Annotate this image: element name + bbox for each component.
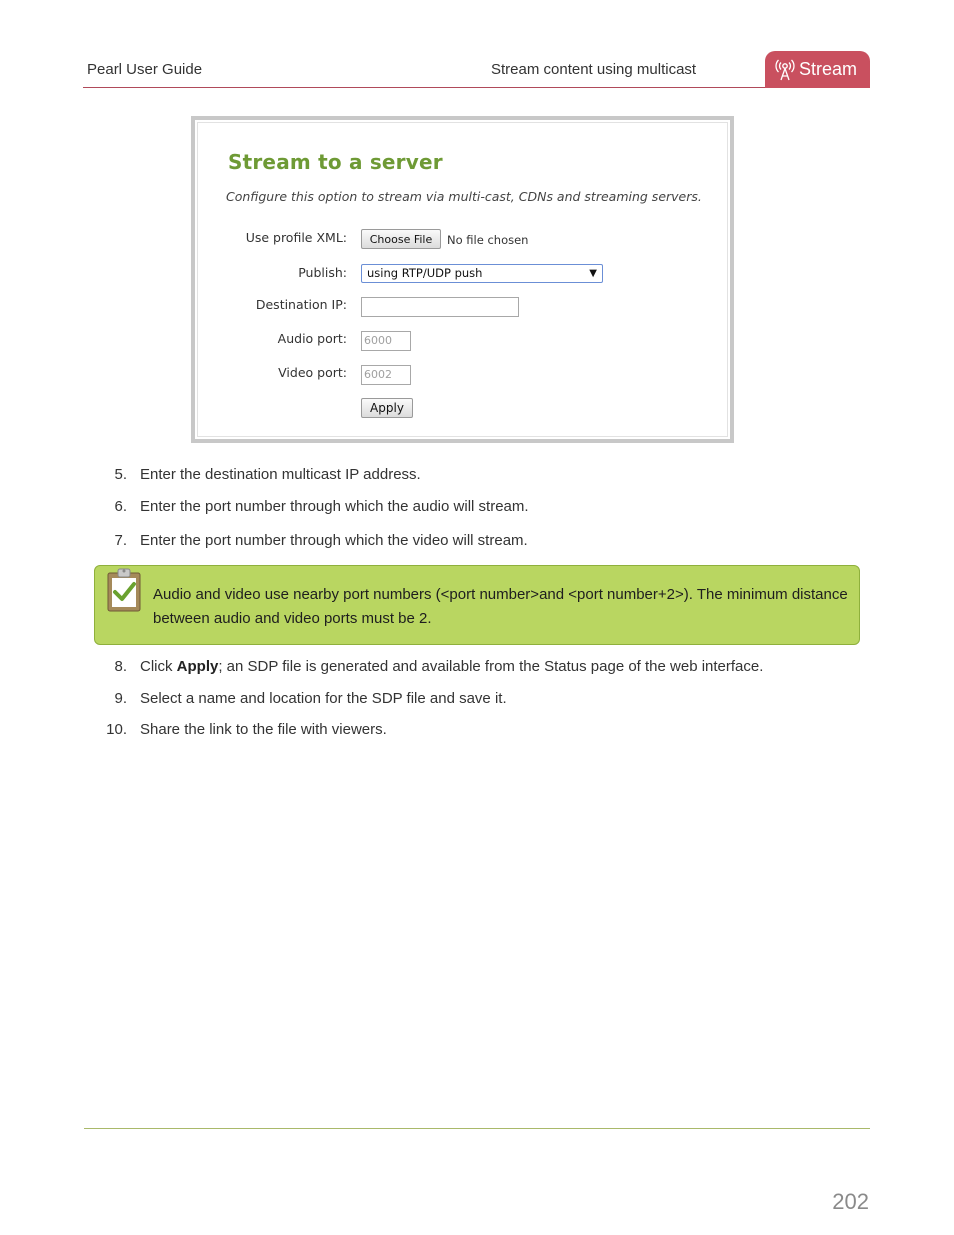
step-number: 5.	[114, 466, 127, 483]
publish-label: Publish:	[298, 265, 347, 280]
dropdown-arrow-icon: ▼	[589, 268, 597, 279]
publish-selected-value: using RTP/UDP push	[367, 266, 483, 280]
destination-ip-input[interactable]	[361, 297, 519, 317]
choose-file-button[interactable]: Choose File	[361, 229, 441, 249]
list-item	[106, 721, 387, 738]
stream-to-server-screenshot	[191, 116, 734, 443]
apply-button[interactable]: Apply	[361, 398, 413, 418]
audio-port-label: Audio port:	[277, 331, 347, 346]
list-item	[114, 466, 421, 483]
list-item	[114, 532, 528, 549]
video-port-label: Video port:	[278, 365, 347, 380]
tip-note	[94, 565, 860, 645]
screenshot-title: Stream to a server	[228, 150, 443, 174]
step-text: Select a name and location for the SDP file and save it.	[140, 690, 507, 707]
step-number: 10.	[106, 721, 127, 738]
profile-xml-label: Use profile XML:	[245, 230, 347, 245]
step-number: 6.	[114, 498, 127, 515]
list-item	[114, 690, 507, 707]
audio-port-input[interactable]: 6000	[361, 331, 411, 351]
stream-tab-label: Stream	[799, 59, 858, 79]
footer-divider	[84, 1128, 870, 1129]
step-text: ; an SDP file is generated and available from the Status page of the web interface.	[218, 658, 764, 675]
apply-emphasis: Apply	[176, 658, 219, 675]
page-number: 202	[832, 1189, 869, 1214]
publish-select[interactable]	[361, 264, 603, 283]
step-number: 7.	[114, 532, 127, 549]
list-item	[114, 498, 529, 515]
screenshot-description: Configure this option to stream via multi-cast, CDNs and streaming servers.	[226, 189, 702, 204]
step-text: Enter the port number through which the video will stream.	[140, 532, 528, 549]
guide-title: Pearl User Guide	[87, 61, 203, 78]
list-item	[114, 658, 764, 675]
file-status-text: No file chosen	[447, 233, 529, 247]
clipboard-check-icon	[106, 567, 142, 613]
step-text-prefix: Click	[140, 658, 177, 675]
tip-note-text: Audio and video use nearby port numbers (<port number>and <port number+2>). The minimum distance between audio and video ports must be 2.	[153, 586, 848, 627]
video-port-input[interactable]: 6002	[361, 365, 411, 385]
step-number: 9.	[114, 690, 127, 707]
step-text: Share the link to the file with viewers.	[140, 721, 387, 738]
header-divider	[83, 87, 765, 88]
section-title: Stream content using multicast	[491, 61, 697, 78]
stream-chapter-tab	[765, 51, 870, 88]
step-number: 8.	[114, 658, 127, 675]
step-text: Enter the destination multicast IP address.	[140, 466, 421, 483]
step-text: Enter the port number through which the audio will stream.	[140, 498, 529, 515]
broadcast-antenna-icon	[775, 58, 795, 82]
destination-ip-label: Destination IP:	[255, 297, 347, 312]
